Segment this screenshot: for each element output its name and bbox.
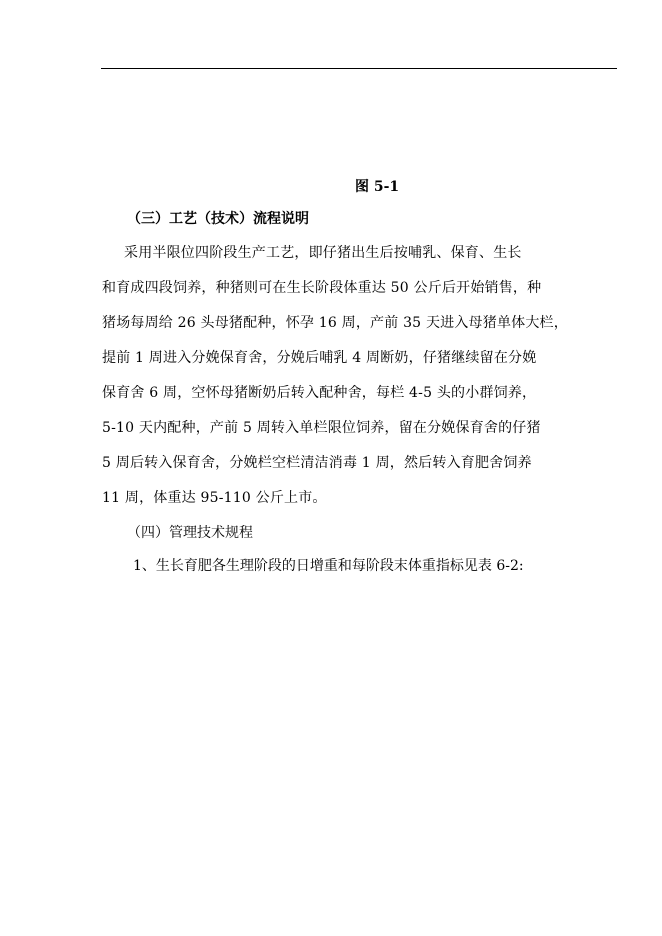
header-rule — [101, 68, 617, 69]
paragraph-line: 保育舍 6 周，空怀母猪断奶后转入配种舍，每栏 4-5 头的小群饲养， — [102, 385, 537, 401]
section-heading-management: （四）管理技术规程 — [127, 525, 253, 541]
paragraph-line: 11 周，体重达 95-110 公斤上市。 — [102, 490, 327, 506]
paragraph-line: 采用半限位四阶段生产工艺，即仔猪出生后按哺乳、保育、生长 — [124, 245, 522, 261]
paragraph-line: 和育成四段饲养，种猪则可在生长阶段体重达 50 公斤后开始销售，种 — [102, 280, 542, 296]
paragraph-line: 5-10 天内配种，产前 5 周转入单栏限位饲养，留在分娩保育舍的仔猪 — [102, 420, 541, 436]
paragraph-line: 猪场每周给 26 头母猪配种，怀孕 16 周，产前 35 天进入母猪单体大栏， — [102, 315, 568, 331]
list-item: 1、生长育肥各生理阶段的日增重和每阶段末体重指标见表 6-2: — [133, 558, 524, 574]
figure-caption: 图 5-1 — [355, 179, 400, 195]
section-heading-process: （三）工艺（技术）流程说明 — [127, 211, 309, 227]
paragraph-line: 5 周后转入保育舍，分娩栏空栏清洁消毒 1 周，然后转入育肥舍饲养 — [102, 455, 532, 471]
paragraph-line: 提前 1 周进入分娩保育舍，分娩后哺乳 4 周断奶，仔猪继续留在分娩 — [102, 350, 537, 366]
